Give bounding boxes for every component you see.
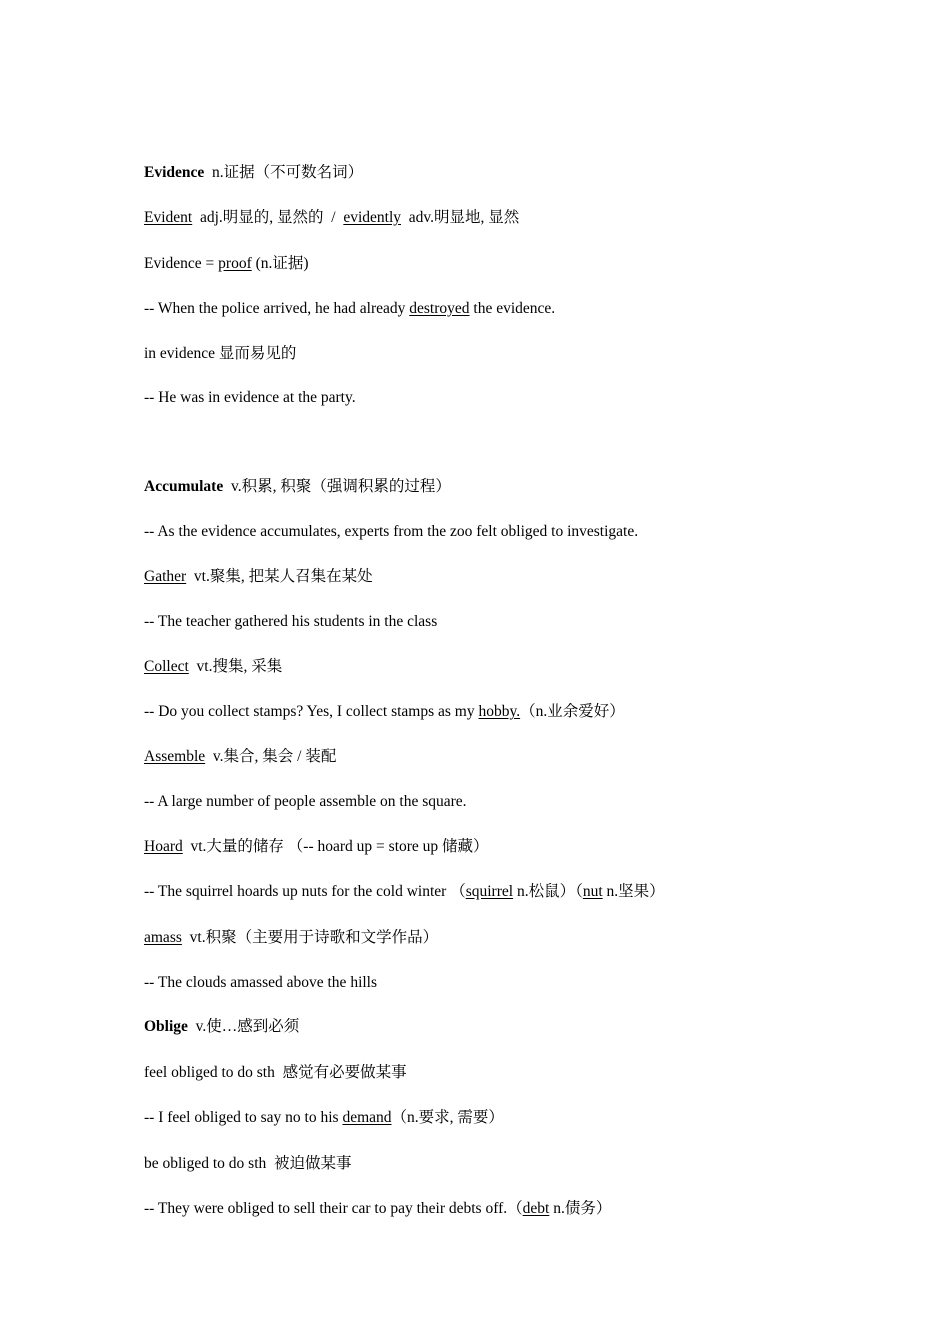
text-line xyxy=(144,344,296,364)
text-segment: feel obliged to do sth 感觉有必要做某事 xyxy=(144,1064,407,1081)
text-segment: vt.搜集, 采集 xyxy=(188,658,283,675)
underlined-word: nut xyxy=(582,883,603,900)
text-segment: （n.业余爱好） xyxy=(520,703,625,720)
text-segment: -- Do you collect stamps? Yes, I collect stamps as my xyxy=(144,703,479,720)
underlined-word: proof xyxy=(218,255,252,272)
underlined-word: amass xyxy=(144,929,182,946)
text-segment: the evidence. xyxy=(469,300,556,317)
text-segment: -- The teacher gathered his students in the class xyxy=(144,613,438,630)
underlined-word: hobby. xyxy=(478,703,521,720)
text-segment: v.集合, 集会 / 装配 xyxy=(205,748,337,765)
headword: Oblige xyxy=(144,1018,188,1035)
text-line xyxy=(144,1154,352,1174)
example-line xyxy=(144,299,555,319)
text-segment: vt.聚集, 把某人召集在某处 xyxy=(186,568,373,585)
text-segment: n.证据（不可数名词） xyxy=(204,164,364,181)
entry-heading-oblige xyxy=(144,1017,299,1037)
text-segment: n.松鼠）（ xyxy=(513,883,583,900)
underlined-word: Hoard xyxy=(144,838,183,855)
underlined-word: evidently xyxy=(343,209,402,226)
text-segment: v.使…感到必须 xyxy=(187,1018,300,1035)
underlined-word: Assemble xyxy=(144,748,206,765)
text-segment: -- They were obliged to sell their car to pay their debts off.（ xyxy=(144,1200,523,1217)
underlined-word: debt xyxy=(522,1200,550,1217)
entry-heading-accumulate xyxy=(144,477,451,497)
text-segment: -- When the police arrived, he had already xyxy=(144,300,410,317)
text-segment: -- He was in evidence at the party. xyxy=(144,389,356,406)
text-segment: (n.证据) xyxy=(251,255,309,272)
example-line xyxy=(144,882,665,902)
example-line xyxy=(144,612,437,632)
entry-heading-evidence xyxy=(144,163,363,183)
text-segment: adv.明显地, 显然 xyxy=(401,209,520,226)
text-segment: Evidence = xyxy=(144,255,219,272)
text-line xyxy=(144,747,336,767)
text-line xyxy=(144,837,489,857)
underlined-word: Evident xyxy=(144,209,193,226)
headword: Accumulate xyxy=(144,478,224,495)
example-line xyxy=(144,1199,611,1219)
underlined-word: destroyed xyxy=(409,300,470,317)
text-segment: in evidence 显而易见的 xyxy=(144,345,297,362)
text-segment: -- I feel obliged to say no to his xyxy=(144,1109,343,1126)
text-line xyxy=(144,254,309,274)
text-segment: vt.大量的储存 （-- hoard up = store up 储藏） xyxy=(182,838,489,855)
example-line xyxy=(144,1108,504,1128)
headword: Evidence xyxy=(144,164,205,181)
text-segment: v.积累, 积聚（强调积累的过程） xyxy=(223,478,451,495)
text-segment: n.债务） xyxy=(549,1200,612,1217)
underlined-word: Gather xyxy=(144,568,187,585)
example-line xyxy=(144,388,356,408)
text-line xyxy=(144,928,438,948)
text-segment: -- As the evidence accumulates, experts from the zoo felt obliged to investigate. xyxy=(144,523,639,540)
underlined-word: Collect xyxy=(144,658,189,675)
text-line xyxy=(144,657,282,677)
text-segment: be obliged to do sth 被迫做某事 xyxy=(144,1155,352,1172)
text-segment: -- A large number of people assemble on the square. xyxy=(144,793,467,810)
text-segment: vt.积聚（主要用于诗歌和文学作品） xyxy=(181,929,439,946)
text-segment: adj.明显的, 显然的 / xyxy=(192,209,344,226)
text-line xyxy=(144,567,373,587)
text-line xyxy=(144,208,519,228)
example-line xyxy=(144,792,467,812)
text-segment: -- The clouds amassed above the hills xyxy=(144,974,378,991)
text-segment: n.坚果） xyxy=(602,883,665,900)
text-segment: （n.要求, 需要） xyxy=(391,1109,504,1126)
example-line xyxy=(144,973,377,993)
example-line xyxy=(144,522,638,542)
text-segment: -- The squirrel hoards up nuts for the cold winter （ xyxy=(144,883,466,900)
underlined-word: squirrel xyxy=(465,883,514,900)
example-line xyxy=(144,702,625,722)
underlined-word: demand xyxy=(342,1109,392,1126)
text-line xyxy=(144,1063,407,1083)
